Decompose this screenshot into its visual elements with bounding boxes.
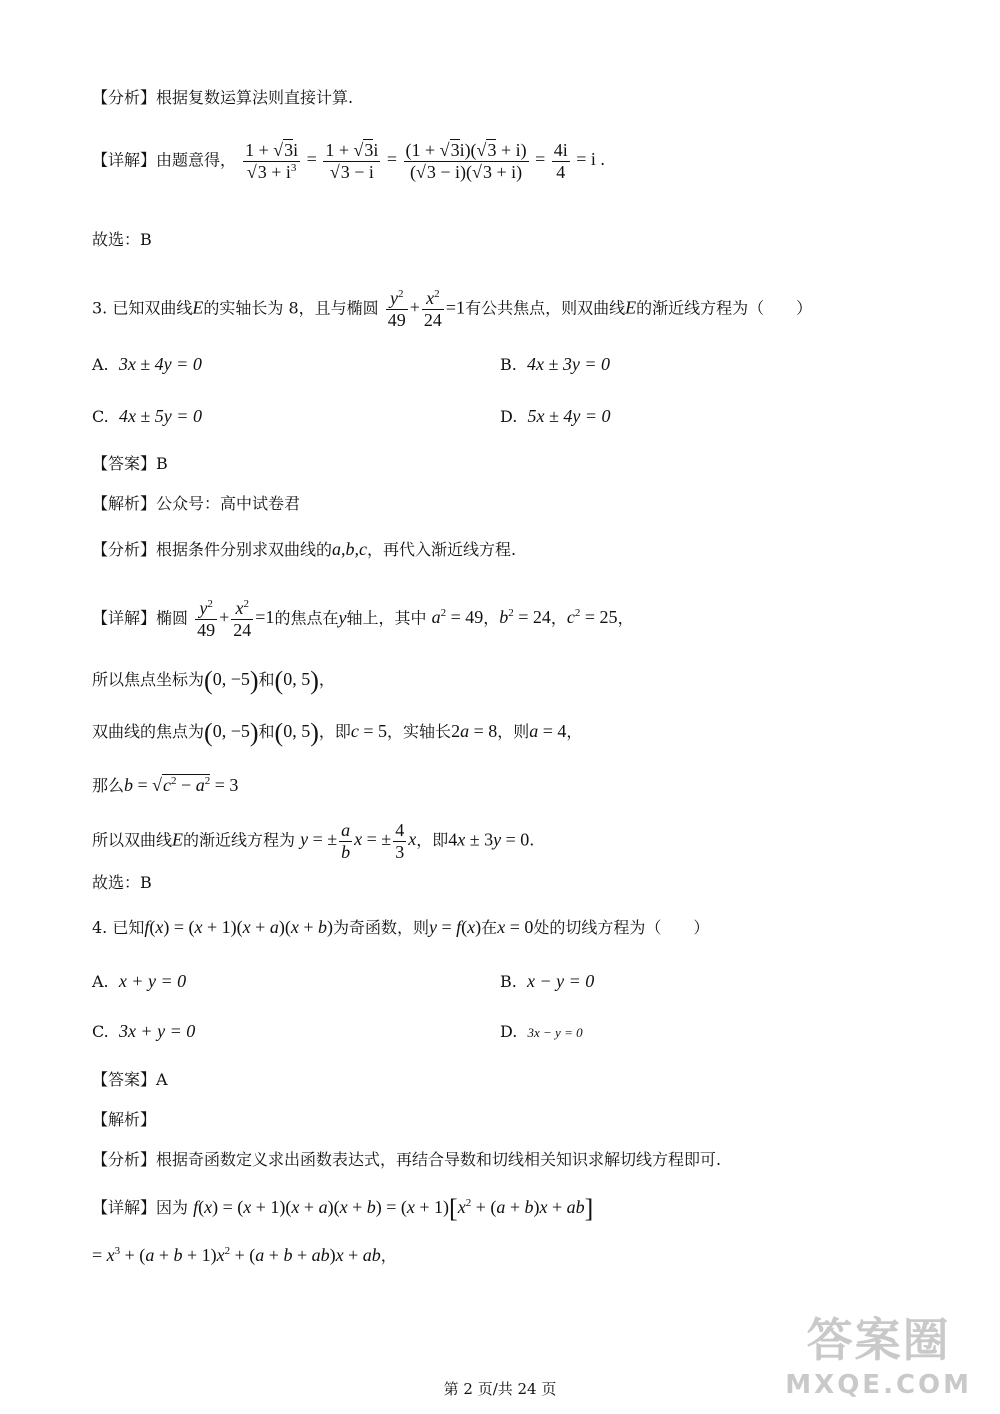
question-4-stem: 4. 已知f(x) = (x + 1)(x + a)(x + b)为奇函数，则y = f(x)在x = 0处的切线方程为（ ） xyxy=(92,917,710,937)
q4-answer: 【答案】A xyxy=(92,1070,168,1089)
q4-option-a[interactable]: A. x + y = 0 xyxy=(92,971,187,991)
q3-analysis: 【解析】公众号：高中试卷君 xyxy=(92,494,301,513)
q3-line-asymptote: 所以双曲线E的渐近线方程为 y = ± $\frac{a}{b}$ x = ± $\frac{4}{3}$ x，即4x ± 3y = 0. xyxy=(92,820,535,862)
q3-option-a[interactable]: A. 3x ± 4y = 0 xyxy=(92,354,202,374)
q4-option-b[interactable]: B. x − y = 0 xyxy=(500,971,595,991)
detail-line-complex: 【详解】由题意得， $\frac{1 + √3i}{√3 + i^3}$ = $\frac{1 + √3i}{√3 - i}$ = $\frac{(1 + √3i)(√3 + i)}{(√3 - i)(√3 + i)}$ = $\frac{4i}{4}$ = i . xyxy=(92,140,605,182)
q3-fenxi: 【分析】根据条件分别求双曲线的a,b,c，再代入渐近线方程. xyxy=(92,539,517,559)
q4-detail-1: 【详解】因为 $f(x) = (x + 1)(x + a)(x + b) = (x + 1)[x^2 + (a + b)x + ab]$ xyxy=(92,1194,594,1223)
q3-option-d[interactable]: D. 5x ± 4y = 0 xyxy=(500,406,611,426)
choice-line-2: 故选：B xyxy=(92,873,152,892)
watermark-logo: 答案圈 MXQE.COM xyxy=(785,1313,972,1400)
complex-expression: $\frac{1 + √3i}{√3 + i^3}$ = $\frac{1 + √3i}{√3 - i}$ = $\frac{(1 + √3i)(√3 + i)}{(√3 - i)(√3 + i)}$ = $\frac{4i}{4}$ = i . xyxy=(245,140,605,182)
choice-line-1: 故选：B xyxy=(92,230,152,249)
analysis-line: 【分析】根据复数运算法则直接计算. xyxy=(92,88,354,107)
q3-answer: 【答案】B xyxy=(92,454,168,473)
q4-analysis: 【解析】 xyxy=(92,1110,157,1129)
page-footer: 第 2 页/共 24 页 xyxy=(443,1380,557,1398)
q3-line-focus: 所以焦点坐标为(0, −5)和(0, 5)， xyxy=(92,666,335,695)
q4-detail-2: = $x^3 + (a + b + 1)x^2 + (a + b + ab)x$ + ab， xyxy=(92,1245,397,1265)
q4-option-c[interactable]: C. 3x + y = 0 xyxy=(92,1021,196,1041)
q3-line-b: 那么$b = √c^2 - a^2 = 3$ xyxy=(92,775,239,795)
q4-option-d[interactable]: D. 3x − y = 0 xyxy=(500,1022,583,1041)
question-3-stem: 3. 已知双曲线E的实轴长为 8，且与椭圆 $\frac{y^2}{49}$ + $\frac{x^2}{24}$ =1有公共焦点，则双曲线E的渐近线方程为（ ） xyxy=(92,288,813,330)
q3-option-b[interactable]: B. 4x ± 3y = 0 xyxy=(500,354,611,374)
q4-fenxi: 【分析】根据奇函数定义求出函数表达式，再结合导数和切线相关知识求解切线方程即可. xyxy=(92,1150,722,1169)
q3-line-hyperbola-focus: 双曲线的焦点为(0, −5)和(0, 5)，即c = 5，实轴长2a = 8，则a = 4， xyxy=(92,718,583,747)
q3-detail: 【详解】椭圆 $\frac{y^2}{49}$ + $\frac{x^2}{24}$ =1的焦点在y轴上，其中 $a^2 = 49$，$b^2 = 24$，$c^2 = 25$， xyxy=(92,598,634,640)
q3-option-c[interactable]: C. 4x ± 5y = 0 xyxy=(92,406,202,426)
